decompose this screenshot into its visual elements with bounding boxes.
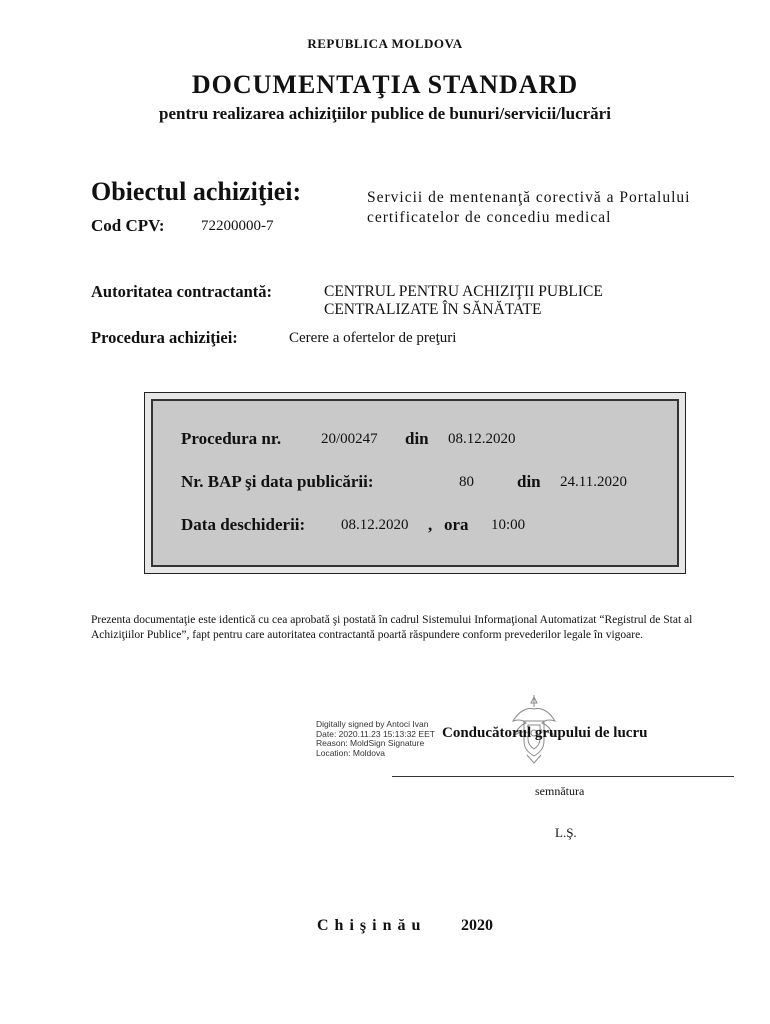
footer-year: 2020 bbox=[461, 917, 493, 934]
procedure-din-label: din bbox=[405, 429, 429, 448]
procedure-label: Procedura achiziţiei: bbox=[91, 328, 238, 347]
procedure-info-box-inner bbox=[151, 399, 679, 567]
opening-comma: , bbox=[428, 515, 433, 534]
opening-label: Data deschiderii: bbox=[181, 515, 306, 534]
procedure-date-value: 08.12.2020 bbox=[448, 431, 516, 447]
signature-line bbox=[392, 776, 734, 777]
signature-caption: semnătura bbox=[535, 784, 585, 798]
authority-label: Autoritatea contractantă: bbox=[91, 282, 272, 301]
digital-signature-stamp: Digitally signed by Antoci Ivan Date: 2020.11.23 15:13:32 EET Reason: MoldSign Signature Location: Moldova bbox=[316, 719, 435, 758]
cpv-value: 72200000-7 bbox=[201, 218, 274, 234]
opening-date-value: 08.12.2020 bbox=[341, 517, 409, 533]
bap-number-value: 80 bbox=[459, 474, 474, 490]
working-group-leader-label: Conducătorul grupului de lucru bbox=[442, 725, 648, 741]
procedure-value: Cerere a ofertelor de preţuri bbox=[289, 330, 457, 346]
bap-label: Nr. BAP şi data publicării: bbox=[181, 472, 374, 491]
bap-date-value: 24.11.2020 bbox=[560, 474, 627, 490]
bap-din-label: din bbox=[517, 472, 541, 491]
procedure-number-value: 20/00247 bbox=[321, 431, 378, 447]
procedure-info-box bbox=[144, 392, 686, 574]
authority-value: CENTRUL PENTRU ACHIZIŢII PUBLICE CENTRALIZATE ÎN SĂNĂTATE bbox=[324, 283, 603, 318]
legal-notice: Prezenta documentaţie este identică cu cea aprobată şi postată în cadrul Sistemului Informaţional Automatizat “Registrul de Stat al Achiziţiilor Publice”, fapt pentru care autoritatea contractantă poartă răspundere conform prevederilor legale în vigoare. bbox=[91, 614, 693, 641]
opening-time-value: 10:00 bbox=[491, 517, 526, 533]
document-subtitle: pentru realizarea achiziţiilor publice de bunuri/servicii/lucrări bbox=[159, 104, 611, 123]
object-label: Obiectul achiziţiei: bbox=[91, 177, 302, 206]
cpv-label: Cod CPV: bbox=[91, 216, 165, 235]
seal-place-label: L.Ş. bbox=[555, 825, 577, 840]
procedure-number-label: Procedura nr. bbox=[181, 429, 282, 448]
object-value: Servicii de mentenanţă corectivă a Portalului certificatelor de concediu medical bbox=[367, 189, 691, 226]
opening-ora-label: ora bbox=[444, 515, 469, 534]
header-country: REPUBLICA MOLDOVA bbox=[307, 36, 463, 51]
document-title: DOCUMENTAŢIA STANDARD bbox=[191, 70, 579, 99]
footer-city: Chişinău bbox=[317, 917, 427, 934]
